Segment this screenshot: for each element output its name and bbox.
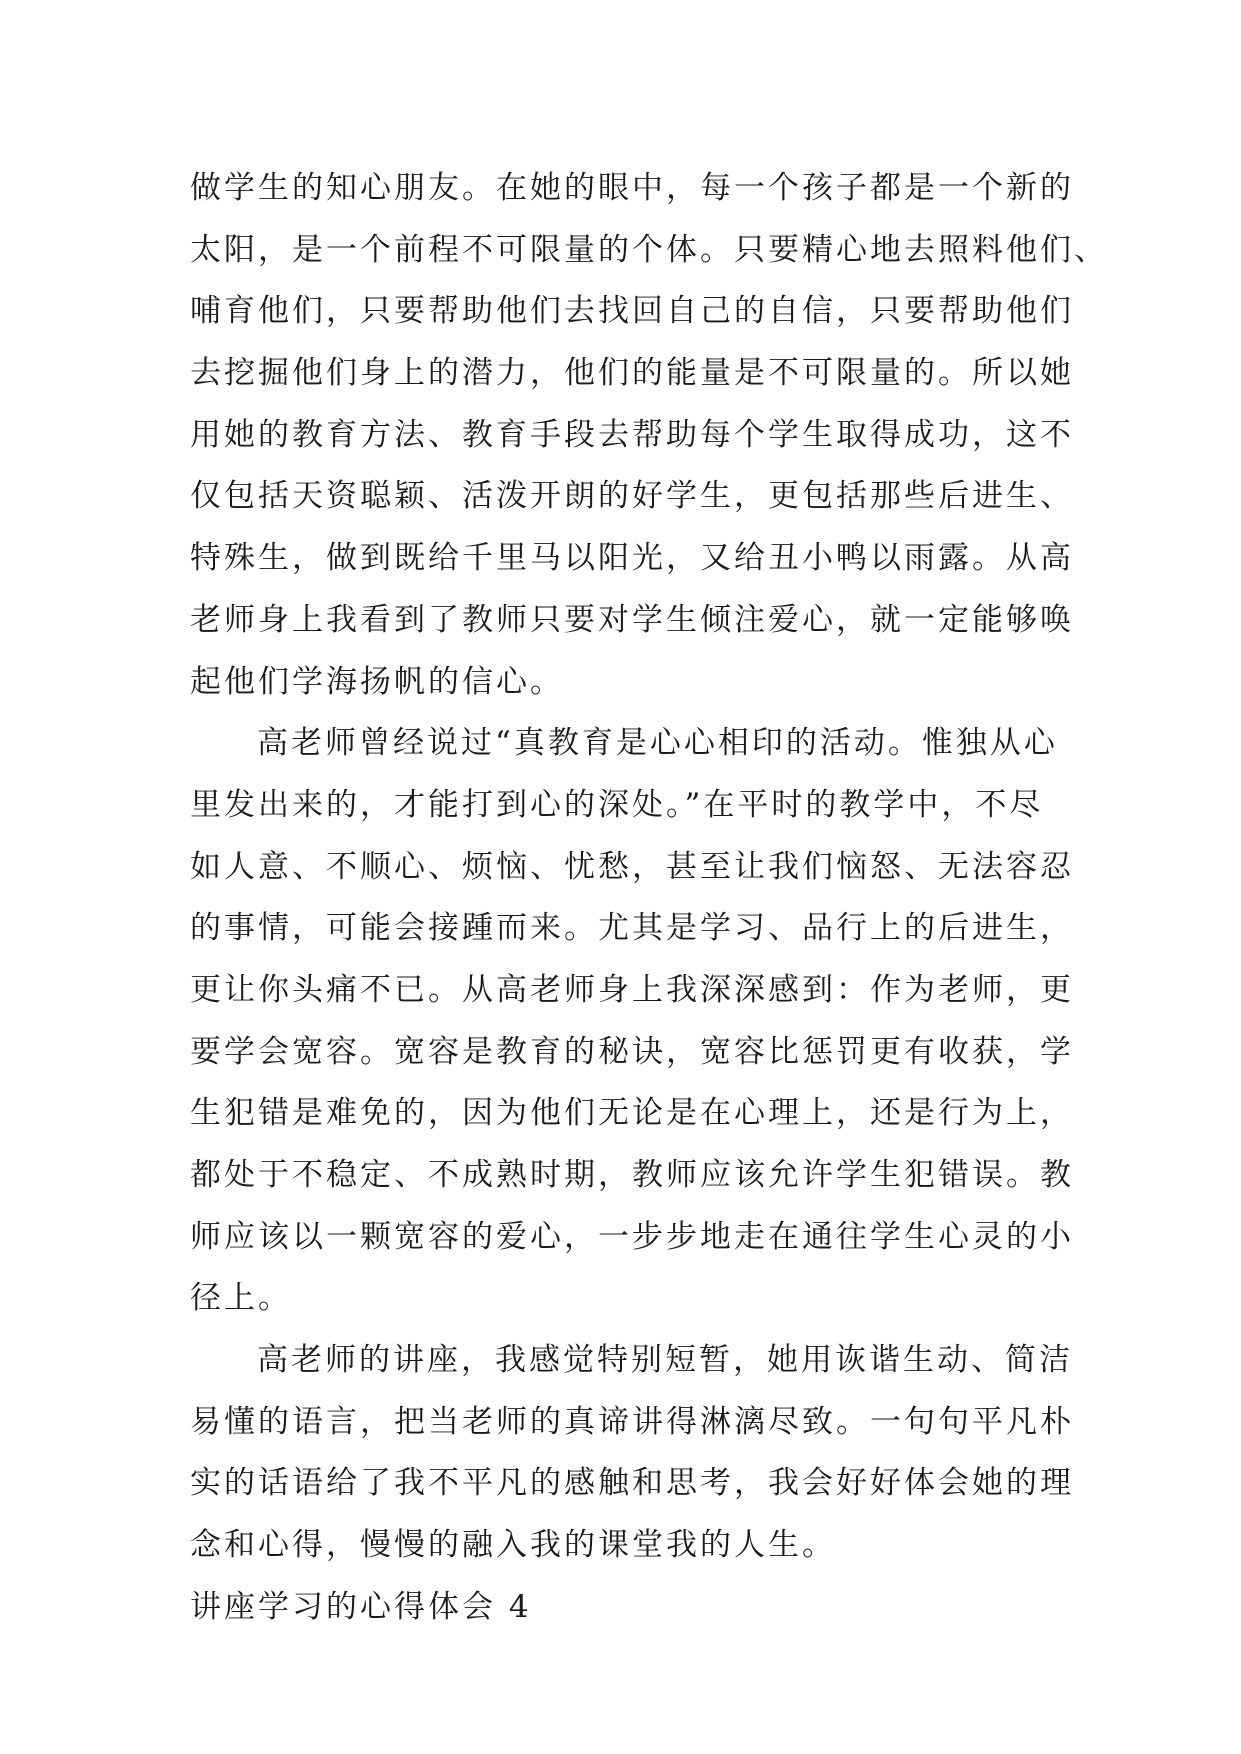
- text-line: 太阳，是一个前程不可限量的个体。只要精心地去照料他们、: [190, 231, 1108, 268]
- section-heading: 讲座学习的心得体会 4: [190, 1588, 532, 1625]
- text-line: 特殊生，做到既给千里马以阳光，又给丑小鸭以雨露。从高: [190, 540, 1074, 577]
- text-line: 都处于不稳定、不成熟时期，教师应该允许学生犯错误。教: [190, 1157, 1074, 1193]
- text-line: 老师身上我看到了教师只要对学生倾注爱心，就一定能够唤: [190, 601, 1074, 638]
- text-line: 哺育他们，只要帮助他们去找回自己的自信，只要帮助他们: [190, 293, 1074, 330]
- text-line: 念和心得，慢慢的融入我的课堂我的人生。: [190, 1527, 836, 1564]
- text-line: 更让你头痛不已。从高老师身上我深深感到：作为老师，更: [190, 971, 1074, 1008]
- text-line: 用她的教育方法、教育手段去帮助每个学生取得成功，这不: [190, 416, 1074, 453]
- paragraph-start-line: 高老师曾经说过“真教育是心心相印的活动。惟独从心: [257, 725, 1058, 762]
- text-line: 的事情，可能会接踵而来。尤其是学习、品行上的后进生，: [190, 910, 1074, 947]
- text-line: 要学会宽容。宽容是教育的秘诀，宽容比惩罚更有收获，学: [190, 1033, 1074, 1070]
- text-line: 如人意、不顺心、烦恼、忧愁，甚至让我们恼怒、无法容忍: [190, 848, 1074, 885]
- text-line: 做学生的知心朋友。在她的眼中，每一个孩子都是一个新的: [190, 170, 1074, 206]
- text-line: 易懂的语言，把当老师的真谛讲得淋漓尽致。一句句平凡朴: [190, 1403, 1074, 1440]
- text-line: 里发出来的，才能打到心的深处。”在平时的教学中，不尽: [190, 786, 1044, 823]
- text-line: 生犯错是难免的，因为他们无论是在心理上，还是行为上，: [190, 1095, 1074, 1132]
- text-line: 师应该以一颗宽容的爱心，一步步地走在通往学生心灵的小: [190, 1218, 1074, 1255]
- text-line: 起他们学海扬帆的信心。: [190, 663, 564, 700]
- text-line: 实的话语给了我不平凡的感触和思考，我会好好体会她的理: [190, 1465, 1074, 1502]
- document-body: [190, 158, 1108, 1639]
- text-line: 去挖掘他们身上的潜力，他们的能量是不可限量的。所以她: [190, 355, 1074, 392]
- text-line: 径上。: [190, 1280, 292, 1317]
- paragraph-start-line: 高老师的讲座，我感觉特别短暂，她用诙谐生动、简洁: [257, 1342, 1073, 1379]
- text-line: 仅包括天资聪颖、活泼开朗的好学生，更包括那些后进生、: [190, 478, 1074, 515]
